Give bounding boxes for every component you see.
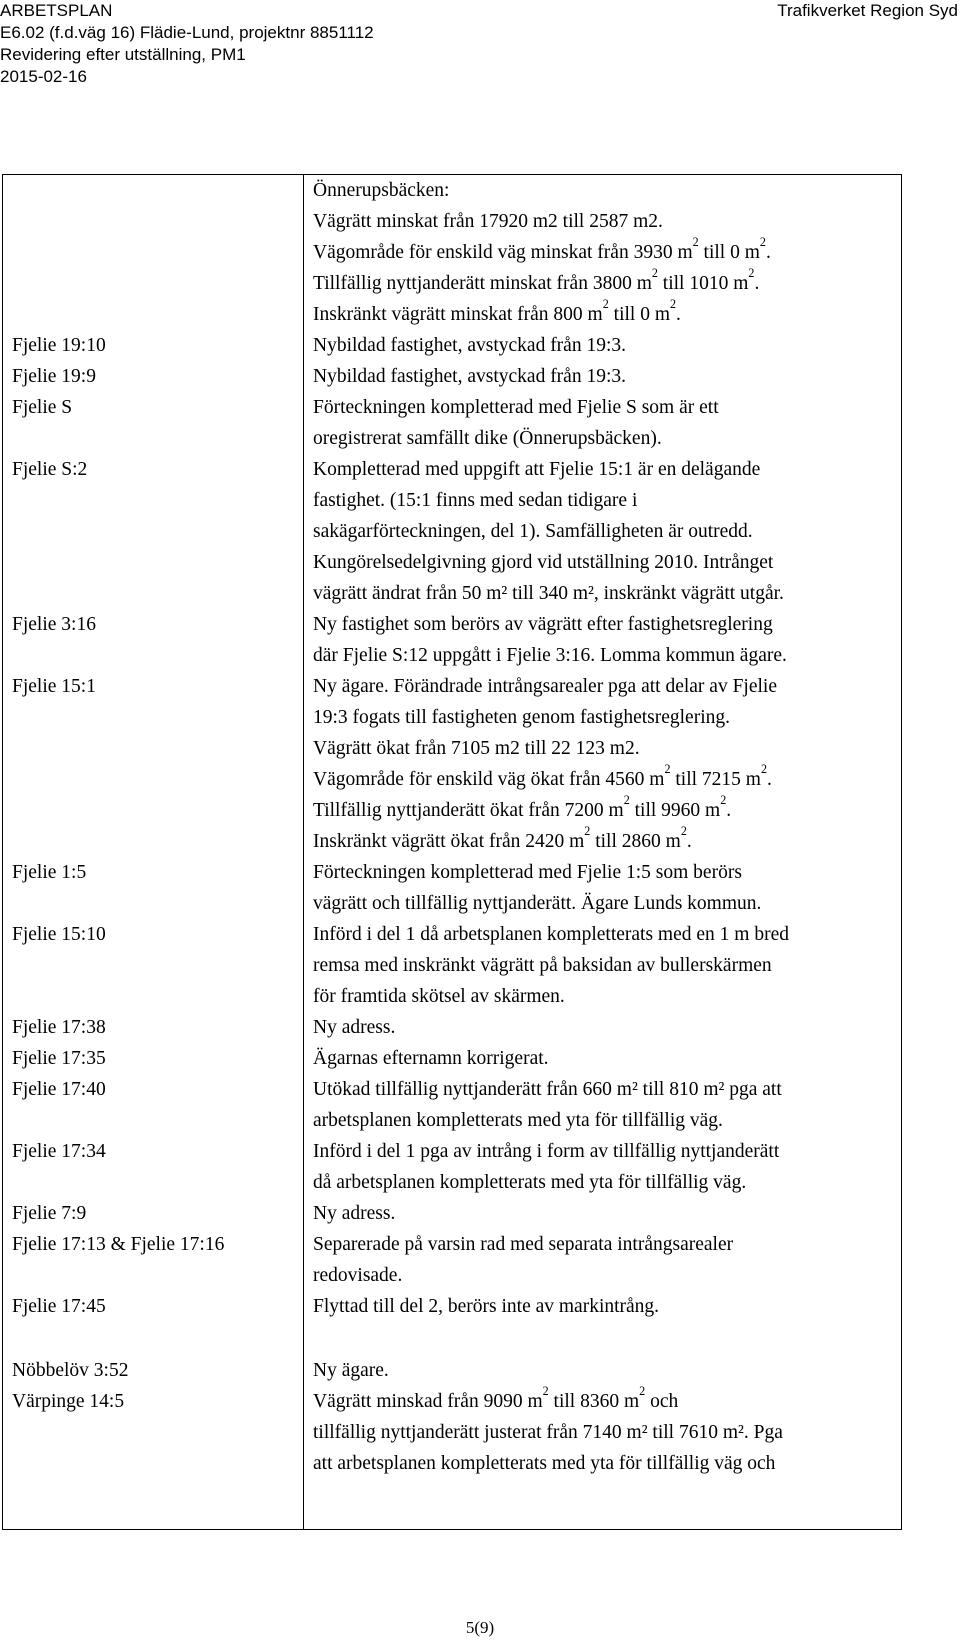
- property-label: Fjelie 7:9: [12, 1203, 87, 1224]
- row-text: Ny fastighet som berörs av vägrätt efter fastighetsreglering där Fjelie S:12 uppgått i Fjelie 3:16. Lomma kommun ägare.: [313, 614, 787, 666]
- doc-date: 2015-02-16: [0, 67, 87, 86]
- property-label: Fjelie 17:35: [12, 1048, 106, 1069]
- row-text: Kompletterad med uppgift att Fjelie 15:1 är en delägande fastighet. (15:1 finns med sedan tidigare i sakägarförteckningen, del 1). Samfälligheten är outredd. Kungörelsedelgivning gjord vid utställning 2010. Intrånget vägrätt ändrat från 50 m² till 340 m², inskränkt vägrätt utgår.: [313, 459, 784, 604]
- row-text: Separerade på varsin rad med separata intrångsarealer redovisade.: [313, 1234, 734, 1286]
- page-number: 5(9): [465, 1618, 495, 1637]
- project-name: E6.02 (f.d.väg 16) Flädie-Lund, projektnr 8851112: [0, 23, 374, 42]
- property-label: Fjelie 19:9: [12, 366, 96, 387]
- property-label: Värpinge 14:5: [12, 1391, 125, 1412]
- row-text: Införd i del 1 pga av intrång i form av tillfällig nyttjanderätt då arbetsplanen kompletterats med yta för tillfällig väg.: [313, 1141, 780, 1193]
- property-label: Fjelie 1:5: [12, 862, 87, 883]
- row-text: Ny adress.: [313, 1017, 396, 1038]
- property-label: Fjelie 17:40: [12, 1079, 106, 1100]
- text-line: Vägområde för enskild väg minskat från 3930 $m^2$ till 0 $m^2$.: [313, 234, 771, 263]
- text-line: Inskränkt vägrätt minskat från 800 $m^2$ till 0 $m^2$.: [313, 296, 681, 325]
- property-label: Fjelie 17:38: [12, 1017, 106, 1038]
- property-label: Nöbbelöv 3:52: [12, 1360, 129, 1381]
- property-label: Fjelie 15:1: [12, 676, 96, 697]
- row-text: Förteckningen kompletterad med Fjelie 1:5 som berörs vägrätt och tillfällig nyttjanderätt. Ägare Lunds kommun.: [313, 862, 762, 914]
- property-label: Fjelie 19:10: [12, 335, 106, 356]
- row-text: Förteckningen kompletterad med Fjelie S som är ett oregistrerat samfällt dike (Önnerupsbäcken).: [313, 397, 719, 449]
- row-text: Utökad tillfällig nyttjanderätt från 660 m² till 810 m² pga att arbetsplanen kompletterats med yta för tillfällig väg.: [313, 1079, 782, 1131]
- property-label: Fjelie S: [12, 397, 73, 418]
- row-text: Införd i del 1 då arbetsplanen kompletterats med en 1 m bred remsa med inskränkt vägrätt på baksidan av bullerskärmen för framtida skötsel av skärmen.: [313, 924, 789, 1007]
- row-text: [313, 175, 901, 330]
- row-text: Ny adress.: [313, 1203, 396, 1224]
- property-label: Fjelie S:2: [12, 459, 88, 480]
- row-text: Ny ägare. Förändrade intrångsarealer pga att delar av Fjelie 19:3 fogats till fastigheten genom fastighetsreglering. Vägrätt ökat från 7105 m2 till 22 123 m2. Vägområde för enskild väg ökat från 4560 $m^2$ till 7215 $m^2$. Tillfällig nyttjanderätt ökat från 7200 $m^2$ till 9960 $m^2$. Inskränkt vägrätt ökat från 2420 $m^2$ till 2860 $m^2$.: [313, 676, 777, 852]
- row-text: Flyttad till del 2, berörs inte av markintrång.: [313, 1296, 660, 1317]
- revision-title: Revidering efter utställning, PM1: [0, 45, 246, 64]
- property-label: Fjelie 17:45: [12, 1296, 106, 1317]
- property-label: Fjelie 17:13 & Fjelie 17:16: [12, 1234, 225, 1255]
- row-text: Ny ägare.: [313, 1360, 389, 1381]
- row-text: Ägarnas efternamn korrigerat.: [313, 1048, 549, 1069]
- row-text: Nybildad fastighet, avstyckad från 19:3.: [313, 366, 626, 387]
- text-line: Vägrätt minskat från 17920 m2 till 2587 m2.: [313, 211, 663, 232]
- text-line: Tillfällig nyttjanderätt minskat från 3800 $m^2$ till 1010 $m^2$.: [313, 265, 760, 294]
- column-divider: [303, 175, 304, 1529]
- doc-type: ARBETSPLAN: [0, 1, 113, 20]
- row-text: Nybildad fastighet, avstyckad från 19:3.: [313, 335, 626, 356]
- property-label: Fjelie 3:16: [12, 614, 96, 635]
- document-info: [0, 0, 374, 88]
- property-label: Fjelie 15:10: [12, 924, 106, 945]
- text-line: Önnerupsbäcken:: [313, 180, 450, 201]
- revision-table: [2, 174, 902, 1530]
- organization: Trafikverket Region Syd: [777, 1, 958, 20]
- property-label: Fjelie 17:34: [12, 1141, 106, 1162]
- row-text: Vägrätt minskad från 9090 $m^2$ till 8360 $m^2$ och tillfällig nyttjanderätt justerat från 7140 m² till 7610 m². Pga att arbetsplanen kompletterats med yta för tillfällig väg och: [313, 1383, 783, 1474]
